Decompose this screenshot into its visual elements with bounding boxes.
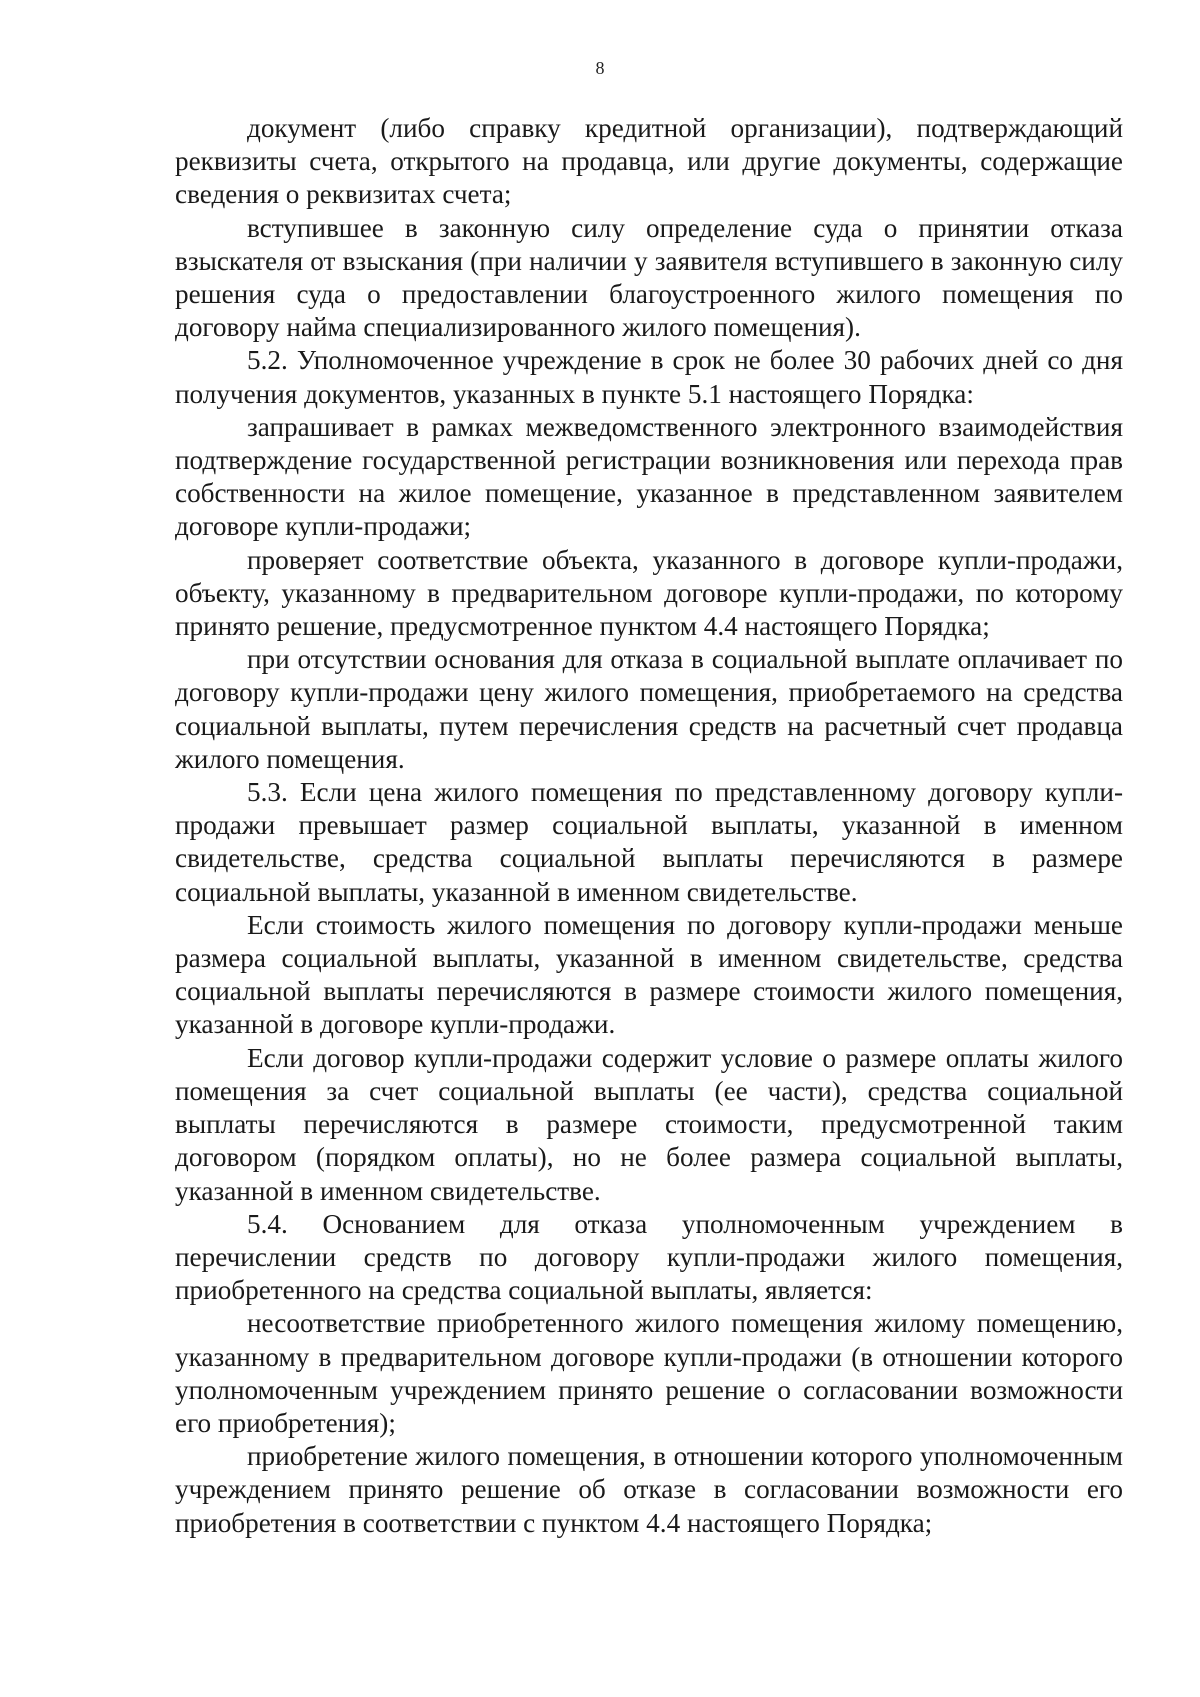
paragraph: при отсутствии основания для отказа в социальной выплате оплачивает по договору купли-продажи цену жилого помещения, приобретаемого на средства социальной выплаты, путем перечисления средств на расчетный счет продавца жилого помещения.: [175, 644, 1123, 774]
paragraph: вступившее в законную силу определение суда о принятии отказа взыскателя от взыскания (при наличии у заявителя вступившего в законную силу решения суда о предоставлении благоустроенного жилого помещения по договору найма специализированного жилого помещения).: [175, 212, 1123, 343]
document-body: [175, 112, 1123, 1540]
paragraph: 5.3. Если цена жилого помещения по представленному договору купли-продажи превышает размер социальной выплаты, указанной в именном свидетельстве, средства социальной выплаты перечисляются в размере социальной выплаты, указанной в именном свидетельстве.: [175, 777, 1123, 907]
paragraph: приобретение жилого помещения, в отношении которого уполномоченным учреждением принято решение об отказе в согласовании возможности его приобретения в соответствии с пунктом 4.4 настоящего Порядка;: [175, 1441, 1123, 1538]
page-number: 8: [595, 58, 605, 78]
paragraph: запрашивает в рамках межведомственного электронного взаимодействия подтверждение государственной регистрации возникновения или перехода прав собственности на жилое помещение, указанное в представленном заявителем договоре купли-продажи;: [175, 411, 1123, 542]
paragraph: проверяет соответствие объекта, указанного в договоре купли-продажи, объекту, указанному в предварительном договоре купли-продажи, по которому принято решение, предусмотренное пунктом 4.4 настоящего Порядка;: [175, 544, 1123, 642]
paragraph: Если стоимость жилого помещения по договору купли-продажи меньше размера социальной выплаты, указанной в именном свидетельстве, средства социальной выплаты перечисляются в размере стоимости жилого помещения, указанной в договоре купли-продажи.: [175, 909, 1123, 1040]
paragraph: несоответствие приобретенного жилого помещения жилому помещению, указанному в предварительном договоре купли-продажи (в отношении которого уполномоченным учреждением принято решение о согласовании возможности его приобретения);: [175, 1308, 1123, 1438]
paragraph: 5.2. Уполномоченное учреждение в срок не более 30 рабочих дней со дня получения документов, указанных в пункте 5.1 настоящего Порядка:: [175, 345, 1123, 409]
paragraph: 5.4. Основанием для отказа уполномоченным учреждением в перечислении средств по договору купли-продажи жилого помещения, приобретенного на средства социальной выплаты, является:: [175, 1208, 1123, 1306]
paragraph: документ (либо справку кредитной организации), подтверждающий реквизиты счета, открытого на продавца, или другие документы, содержащие сведения о реквизитах счета;: [175, 113, 1123, 210]
paragraph: Если договор купли-продажи содержит условие о размере оплаты жилого помещения за счет социальной выплаты (ее части), средства социальной выплаты перечисляются в размере стоимости, предусмотренной таким договором (порядком оплаты), но не более размера социальной выплаты, указанной в именном свидетельстве.: [175, 1042, 1123, 1206]
